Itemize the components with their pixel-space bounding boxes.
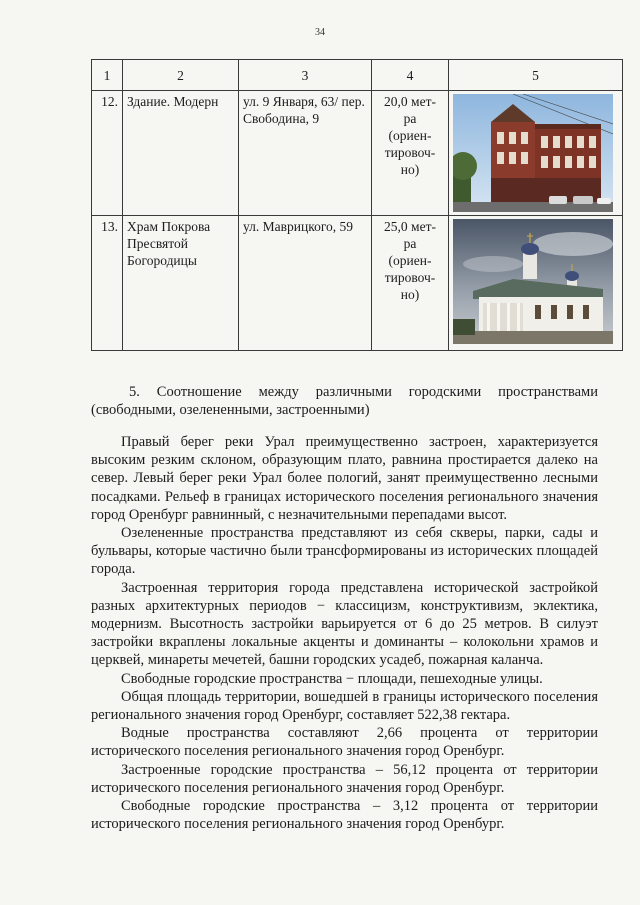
paragraph: Озелененные пространства представляют из себя скверы, парки, сады и бульвары, которые частично были трансформированы из исторических площадей города. bbox=[91, 525, 598, 578]
object-name: Храм Покрова Пресвятой Богородицы bbox=[123, 216, 239, 351]
header-cell-5: 5 bbox=[449, 60, 623, 91]
object-height: 25,0 мет- ра (ориен- тировоч- но) bbox=[372, 216, 449, 351]
object-photo-cell bbox=[449, 216, 623, 351]
paragraph: Застроенная территория города представлена исторической застройкой разных архитектурных периодов − классицизм, конструктивизм, эклектика, модернизм. Высотность застройки варьируется от 6 до 25 метров. В силуэт застройки вкраплены локальные акценты и доминанты – колокольни храмов и церквей, минареты мечетей, башни городских усадеб, пожарная каланча. bbox=[91, 579, 598, 669]
paragraph: Общая площадь территории, вошедшей в границы исторического поселения регионального значения город Оренбург, составляет 522,38 гектара. bbox=[91, 688, 598, 724]
paragraph: Застроенные городские пространства – 56,12 процента от территории исторического поселения регионального значения город Оренбург. bbox=[91, 761, 598, 796]
paragraph: Правый берег реки Урал преимущественно застроен, характеризуется высоким резким склоном, образующим плато, равнина простирается далеко на север. Левый берег реки Урал более пологий, занят преимущественно лесными посадками. Рельеф в границах исторического поселения регионального значения город Оренбург равнинный, с незначительными перепадами высот. bbox=[91, 434, 598, 523]
table-row bbox=[92, 216, 623, 351]
body-text bbox=[91, 433, 598, 833]
object-height: 20,0 мет- ра (ориен- тировоч- но) bbox=[372, 91, 449, 216]
paragraph: Свободные городские пространства − площади, пешеходные улицы. bbox=[121, 670, 543, 687]
paragraph: Водные пространства составляют 2,66 процента от территории исторического поселения регионального значения город Оренбург. bbox=[91, 725, 598, 760]
monuments-table bbox=[91, 59, 623, 351]
object-address: ул. 9 Января, 63/ пер. Свободина, 9 bbox=[239, 91, 372, 216]
header-cell-2: 2 bbox=[123, 60, 239, 91]
row-number: 12. bbox=[92, 91, 123, 216]
object-address: ул. Маврицкого, 59 bbox=[239, 216, 372, 351]
photo-building bbox=[453, 94, 613, 212]
header-cell-4: 4 bbox=[372, 60, 449, 91]
photo-church bbox=[453, 219, 613, 344]
header-cell-1: 1 bbox=[92, 60, 123, 91]
page-number: 34 bbox=[315, 27, 325, 38]
table-header-row bbox=[92, 60, 623, 91]
section-heading: 5. Соотношение между различными городскими пространствами (свободными, озелененными, застроенными) bbox=[91, 384, 598, 418]
table-row bbox=[92, 91, 623, 216]
header-cell-3: 3 bbox=[239, 60, 372, 91]
object-name: Здание. Модерн bbox=[123, 91, 239, 216]
paragraph: Свободные городские пространства – 3,12 процента от территории исторического поселения регионального значения город Оренбург. bbox=[91, 798, 598, 833]
object-photo-cell bbox=[449, 91, 623, 216]
row-number: 13. bbox=[92, 216, 123, 351]
